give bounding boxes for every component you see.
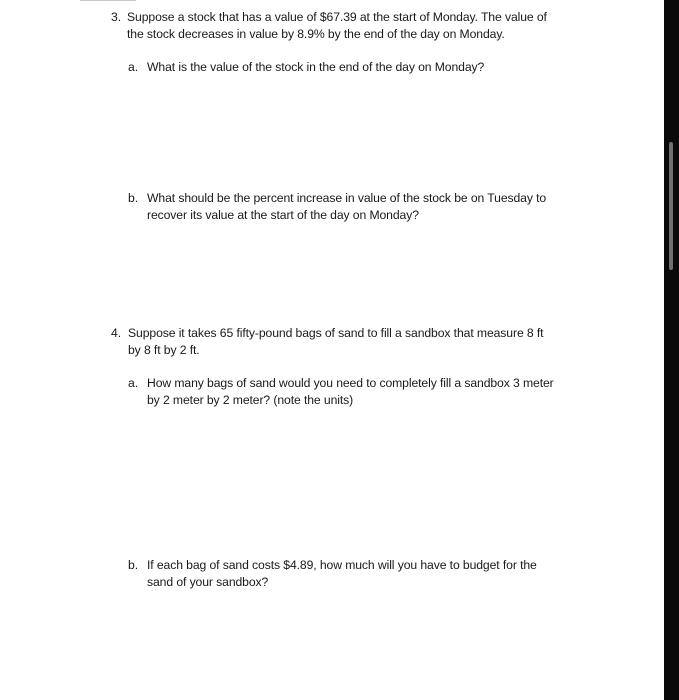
question-3-number: 3. bbox=[111, 10, 122, 24]
question-3b-letter: b. bbox=[128, 191, 139, 205]
question-3b-text bbox=[147, 190, 546, 224]
question-4-number: 4. bbox=[111, 326, 122, 340]
page-top-edge bbox=[80, 0, 136, 1]
viewer-side-panel bbox=[664, 0, 679, 700]
question-4b-text bbox=[147, 557, 537, 591]
question-3b-line-1: What should be the percent increase in value of the stock be on Tuesday to bbox=[147, 191, 547, 205]
question-4a-line-1: How many bags of sand would you need to completely fill a sandbox 3 meter bbox=[147, 376, 554, 390]
question-4a-letter: a. bbox=[128, 376, 139, 390]
question-4b-letter: b. bbox=[128, 558, 139, 572]
scrollbar-thumb[interactable] bbox=[669, 142, 673, 270]
question-4a-text bbox=[147, 375, 554, 409]
question-4-line-1: Suppose it takes 65 fifty-pound bags of sand to fill a sandbox that measure 8 ft bbox=[128, 326, 544, 340]
question-3a-line-1: What is the value of the stock in the end of the day on Monday? bbox=[147, 60, 485, 74]
question-4a-line-2: by 2 meter by 2 meter? (note the units) bbox=[147, 393, 354, 407]
question-3-line-2: the stock decreases in value by 8.9% by the end of the day on Monday. bbox=[127, 27, 505, 41]
question-4-text bbox=[128, 325, 543, 359]
question-3a-letter: a. bbox=[128, 60, 139, 74]
question-4-line-2: by 8 ft by 2 ft. bbox=[128, 343, 200, 357]
question-4b-line-2: sand of your sandbox? bbox=[147, 575, 269, 589]
question-3-text bbox=[127, 9, 547, 43]
question-3b-line-2: recover its value at the start of the day on Monday? bbox=[147, 208, 419, 222]
question-3a-text bbox=[147, 59, 484, 76]
question-3-line-1: Suppose a stock that has a value of $67.39 at the start of Monday. The value of bbox=[127, 10, 547, 24]
question-4b-line-1: If each bag of sand costs $4.89, how much will you have to budget for the bbox=[147, 558, 537, 572]
